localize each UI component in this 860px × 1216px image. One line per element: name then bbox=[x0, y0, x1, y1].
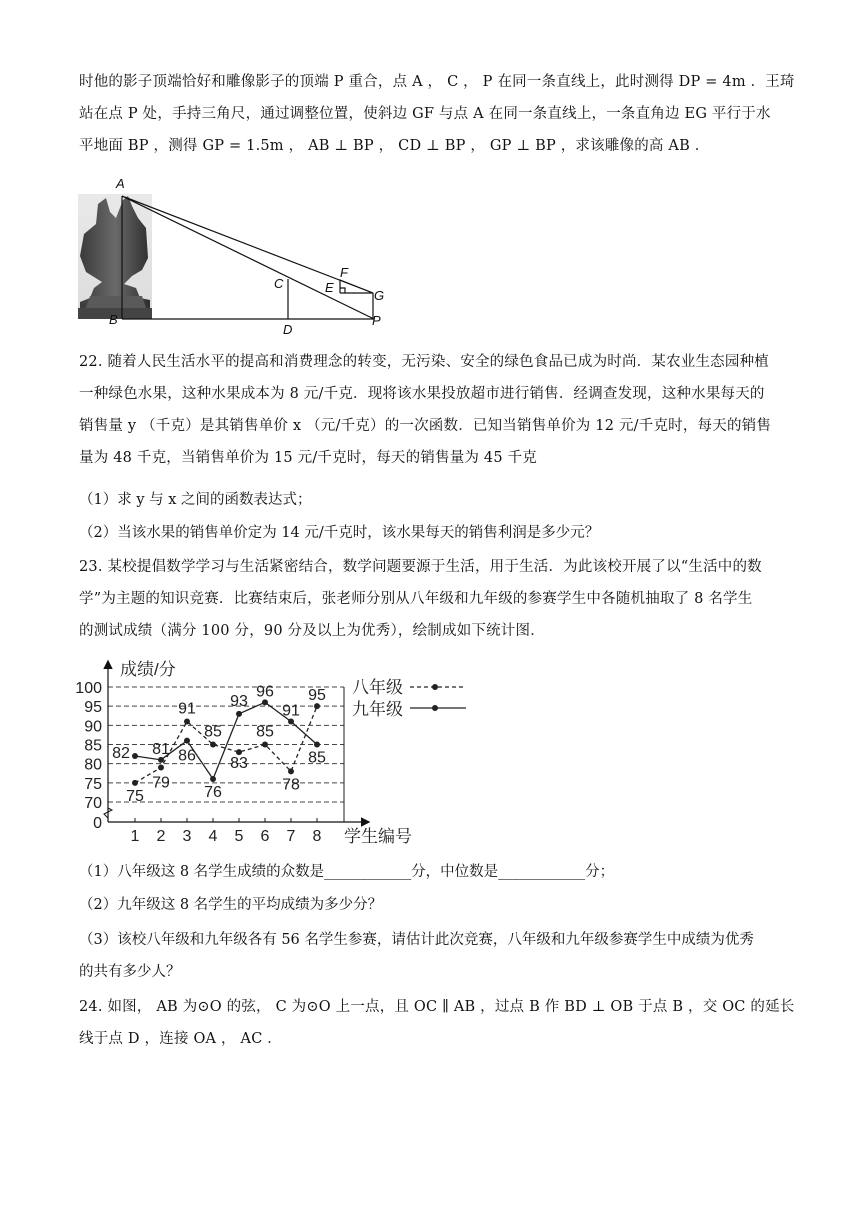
y-axis-title: 成绩/分 bbox=[120, 660, 176, 679]
point-grade9 bbox=[314, 742, 320, 748]
statue-figure bbox=[76, 172, 396, 342]
q21-line-2: 站在点 P 处，手持三角尺，通过调整位置，使斜边 GF 与点 A 在同一条直线上，一条直角边 EG 平行于水 bbox=[79, 106, 771, 122]
x-tick-label: 7 bbox=[286, 828, 296, 845]
label-P: P bbox=[372, 313, 381, 328]
label-A: A bbox=[116, 176, 125, 191]
data-label-grade9: 86 bbox=[178, 747, 196, 765]
q23-part-3a: （3）该校八年级和九年级各有 56 名学生参赛，请估计此次竞赛，八年级和九年级参赛学生中成绩为优秀 bbox=[79, 932, 754, 948]
x-tick-label: 8 bbox=[312, 828, 322, 845]
x-tick-label: 1 bbox=[130, 828, 140, 845]
q24-line-1: 24. 如图， AB 为⊙O 的弦， C 为⊙O 上一点，且 OC ∥ AB ，过点 B 作 BD ⊥ OB 于点 B ，交 OC 的延长 bbox=[79, 999, 795, 1015]
label-E: E bbox=[325, 280, 334, 295]
y-tick-label: 85 bbox=[84, 737, 102, 755]
y-tick-label: 100 bbox=[75, 680, 102, 697]
q23-text bbox=[79, 551, 779, 647]
score-line-chart bbox=[75, 656, 498, 852]
x-tick-label: 3 bbox=[182, 828, 192, 845]
data-label-grade8: 75 bbox=[126, 787, 144, 805]
point-grade8 bbox=[132, 780, 138, 786]
legend bbox=[352, 677, 466, 719]
data-label-grade9: 93 bbox=[230, 692, 248, 710]
q23-part-2: （2）九年级这 8 名学生的平均成绩为多少分？ bbox=[79, 897, 383, 913]
data-label-grade9: 91 bbox=[282, 702, 300, 720]
q23-line-2: 学”为主题的知识竞赛．比赛结束后，张老师分别从八年级和九年级的参赛学生中各随机抽取了 8 名学生 bbox=[79, 591, 753, 607]
data-label-grade8: 85 bbox=[204, 723, 222, 741]
x-tick-label: 4 bbox=[208, 828, 218, 845]
legend-label-grade8: 八年级 bbox=[352, 678, 403, 697]
point-grade9 bbox=[236, 711, 242, 717]
data-label-grade9: 82 bbox=[112, 745, 130, 762]
label-B: B bbox=[109, 312, 118, 327]
label-G: G bbox=[374, 288, 385, 303]
x-tick-label: 2 bbox=[156, 828, 166, 845]
data-label-grade8: 79 bbox=[152, 774, 170, 792]
q23-part-3b: 的共有多少人？ bbox=[79, 964, 181, 980]
data-label-grade8: 91 bbox=[178, 700, 196, 718]
figure-lines bbox=[122, 196, 374, 319]
data-label-grade9: 85 bbox=[308, 749, 326, 767]
q21-text bbox=[79, 66, 795, 162]
x-tick-label: 5 bbox=[234, 828, 244, 845]
y-tick-label: 75 bbox=[84, 775, 102, 793]
data-label-grade9: 81 bbox=[152, 740, 170, 758]
q23-line-3: 的测试成绩（满分 100 分，90 分及以上为优秀），绘制成如下统计图． bbox=[79, 623, 545, 639]
point-grade8 bbox=[210, 742, 216, 748]
x-axis-title: 学生编号 bbox=[344, 827, 412, 846]
label-C: C bbox=[274, 276, 284, 291]
label-F: F bbox=[340, 265, 348, 280]
point-grade8 bbox=[288, 768, 294, 774]
legend-marker-grade9 bbox=[432, 705, 438, 711]
point-grade9 bbox=[210, 776, 216, 782]
point-grade8 bbox=[184, 719, 190, 725]
q22-line-4: 量为 48 千克，当销售单价为 15 元/千克时，每天的销售量为 45 千克 bbox=[79, 450, 537, 466]
y-tick-label: 70 bbox=[84, 795, 102, 812]
point-grade9 bbox=[184, 738, 190, 744]
legend-marker-grade8 bbox=[432, 684, 438, 690]
x-tick-label: 6 bbox=[260, 828, 270, 845]
point-grade8 bbox=[158, 765, 164, 771]
data-label-grade9: 76 bbox=[204, 784, 222, 801]
q22-line-1: 22. 随着人民生活水平的提高和消费理念的转变，无污染、安全的绿色食品已成为时尚．某农业生态园种植 bbox=[79, 354, 769, 370]
y-tick-label: 95 bbox=[84, 699, 102, 717]
data-label-grade8: 78 bbox=[282, 776, 300, 794]
q23-line-1: 23. 某校提倡数学学习与生活紧密结合，数学问题要源于生活，用于生活．为此该校开展了以“生活中的数 bbox=[79, 559, 762, 575]
data-label-grade8: 85 bbox=[256, 723, 274, 741]
y-tick-label: 0 bbox=[93, 815, 102, 832]
legend-label-grade9: 九年级 bbox=[352, 700, 403, 719]
q23-part-1: （1）八年级这 8 名学生成绩的众数是____________分，中位数是____________分； bbox=[79, 864, 615, 880]
q24-line-2: 线于点 D ，连接 OA ， AC ． bbox=[79, 1031, 283, 1047]
q21-line-1: 时他的影子顶端恰好和雕像影子的顶端 P 重合，点 A ， C ， P 在同一条直线上，此时测得 DP = 4m ．王琦 bbox=[79, 74, 795, 90]
q21-line-3: 平地面 BP ，测得 GP = 1.5m ， AB ⊥ BP ， CD ⊥ BP ， GP ⊥ BP ，求该雕像的高 AB ． bbox=[79, 138, 710, 154]
q22-line-2: 一种绿色水果，这种水果成本为 8 元/千克．现将该水果投放超市进行销售．经调查发现，这种水果每天的 bbox=[79, 386, 765, 402]
q22-line-3: 销售量 y （千克）是其销售单价 x （元/千克）的一次函数．已知当销售单价为 12 元/千克时，每天的销售 bbox=[79, 418, 772, 434]
point-grade9 bbox=[132, 753, 138, 759]
y-tick-label: 80 bbox=[84, 756, 102, 774]
label-D: D bbox=[283, 322, 293, 337]
y-tick-label: 90 bbox=[84, 718, 102, 736]
point-grade8 bbox=[262, 742, 268, 748]
q22-part-2: （2）当该水果的销售单价定为 14 元/千克时，该水果每天的销售利润是多少元？ bbox=[79, 525, 600, 541]
data-label-grade9: 96 bbox=[256, 683, 274, 701]
q22-part-1: （1）求 y 与 x 之间的函数表达式； bbox=[79, 492, 312, 508]
statue-photo bbox=[78, 194, 152, 319]
q24-text bbox=[79, 991, 795, 1055]
q22-text bbox=[79, 346, 779, 474]
data-label-grade8: 83 bbox=[230, 755, 248, 773]
data-label-grade8: 95 bbox=[308, 687, 326, 705]
